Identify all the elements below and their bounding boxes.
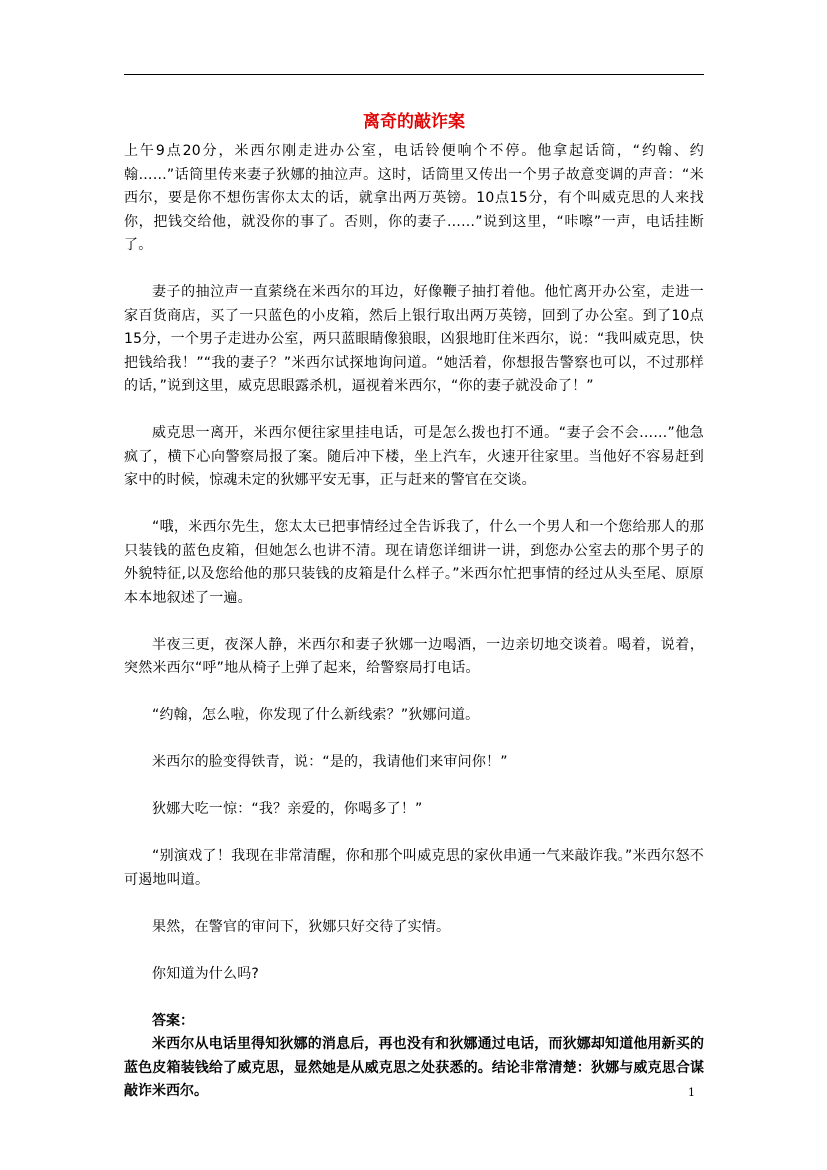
paragraph-2: 妻子的抽泣声一直萦绕在米西尔的耳边，好像鞭子抽打着他。他忙离开办公室，走进一家百货商店，买了一只蓝色的小皮箱，然后上银行取出两万英镑，回到了办公室。到了10点15分，一个男子走进办公室，两只蓝眼睛像狼眼，凶狠地盯住米西尔，说：“我叫威克思，快把钱给我！”“我的妻子？”米西尔试探地询问道。“她活着，你想报告警察也可以，不过那样的话，”说到这里，威克思眼露杀机，逼视着米西尔，“你的妻子就没命了！” <box>124 284 704 394</box>
paragraph-6: “约翰，怎么啦，你发现了什么新线索？”狄娜问道。 <box>152 707 480 723</box>
document-title: 离奇的敲诈案 <box>363 112 465 132</box>
paragraph-9: “别演戏了！我现在非常清醒，你和那个叫威克思的家伙串通一气来敲诈我。”米西尔怒不可遏地叫道。 <box>124 848 704 888</box>
page-number: 1 <box>688 1086 695 1099</box>
paragraph-5: 半夜三更，夜深人静，米西尔和妻子狄娜一边喝酒，一边亲切地交谈着。喝着，说着，突然米西尔“呼”地从椅子上弹了起来，给警察局打电话。 <box>124 636 704 676</box>
paragraph-4: “哦，米西尔先生，您太太已把事情经过全告诉我了，什么一个男人和一个您给那人的那只装钱的蓝色皮箱，但她怎么也讲不清。现在请您详细讲一讲，到您办公室去的那个男子的外貌特征,以及您给他的那只装钱的皮箱是什么样子。”米西尔忙把事情的经过从头至尾、原原本本地叙述了一遍。 <box>124 519 704 606</box>
paragraph-1: 上午9点20分，米西尔刚走进办公室，电话铃便响个不停。他拿起话筒，“约翰、约翰……”话筒里传来妻子狄娜的抽泣声。这时，话筒里又传出一个男子故意变调的声音：“米西尔，要是你不想伤害你太太的话，就拿出两万英镑。10点15分，有个叫威克思的人来找你，把钱交给他，就没你的事了。否则，你的妻子……”说到这里，“咔嚓”一声，电话挂断了。 <box>124 143 704 253</box>
paragraph-3: 威克思一离开，米西尔便往家里挂电话，可是怎么拨也打不通。“妻子会不会……”他急疯了，横下心向警察局报了案。随后冲下楼，坐上汽车，火速开往家里。当他好不容易赶到家中的时候，惊魂未定的狄娜平安无事，正与赶来的警官在交谈。 <box>124 425 704 488</box>
answer-label: 答案： <box>152 1012 194 1029</box>
header-rule <box>124 74 704 75</box>
document-body <box>124 108 704 1104</box>
paragraph-11: 你知道为什么吗? <box>152 965 260 982</box>
paragraph-8: 狄娜大吃一惊：“我？亲爱的，你喝多了！” <box>152 801 423 817</box>
paragraph-7: 米西尔的脸变得铁青，说：“是的，我请他们来审问你！” <box>152 754 508 770</box>
paragraph-10: 果然，在警官的审问下，狄娜只好交待了实情。 <box>152 918 451 935</box>
answer-text: 米西尔从电话里得知狄娜的消息后，再也没有和狄娜通过电话，而狄娜却知道他用新买的蓝色皮箱装钱给了威克思，显然她是从威克思之处获悉的。结论非常清楚：狄娜与威克思合谋敲诈米西尔。 <box>124 1036 704 1099</box>
